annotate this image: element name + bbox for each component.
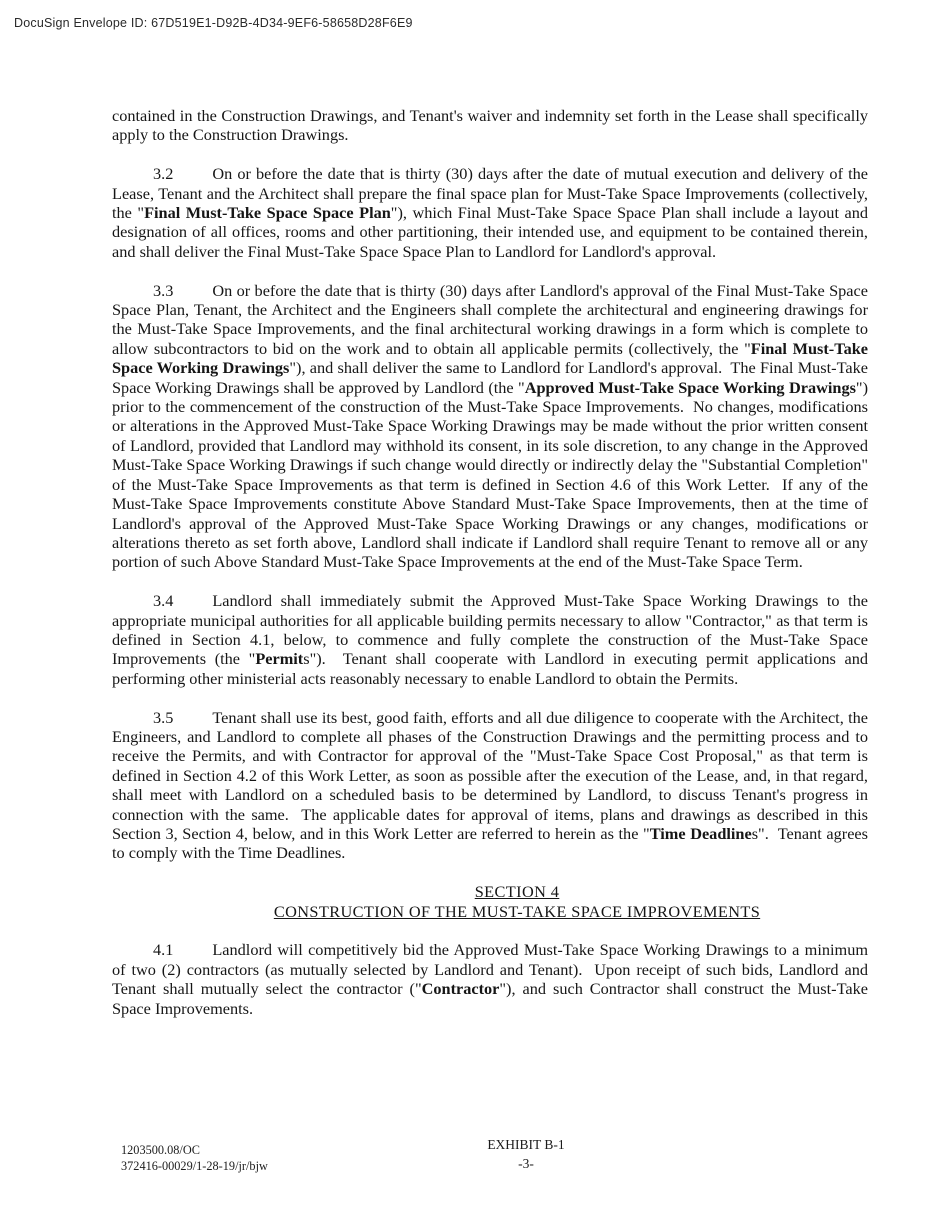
defined-term: Final Must-Take Space Working Drawings [112, 338, 868, 378]
text-run: 3.5 [153, 707, 174, 727]
text-run: contained in the Construction Drawings, and Tenant's waiver and indemnity set forth in the Lease shall specifically apply to the Construction Drawings. [112, 106, 868, 145]
footer-exhibit-block [59, 1136, 934, 1173]
document-content [112, 106, 868, 1018]
text-run: 3.2 [153, 164, 174, 184]
docusign-envelope-id: DocuSign Envelope ID: 67D519E1-D92B-4D34-9EF6-58658D28F6E9 [14, 16, 413, 30]
text-run: Tenant shall use its best, good faith, efforts and all due diligence to cooperate with the Architect, the Engineers, and Landlord to complete all phases of the Construction Drawings and the permitting process and to receive the Permits, and with Contractor for approval of the "Must-Take Space Cost Proposal," as that term is defined in Section 4.2 of this Work Letter, as soon as possible after the execution of the Lease, and, in that regard, shall meet with Landlord on a scheduled basis to be determined by Landlord, to discuss Tenant's progress in connection with the same. The applicable dates for approval of items, plans and drawings as described in this Section 3, Section 4, below, and in this Work Letter are referred to herein as the " [112, 707, 868, 843]
text-run: 4.1 [153, 940, 174, 960]
defined-term: Time Deadline [649, 823, 752, 843]
section-4-heading-subtitle: CONSTRUCTION OF THE MUST-TAKE SPACE IMPROVEMENTS [273, 901, 761, 921]
text-run: Landlord will competitively bid the Approved Must-Take Space Working Drawings to a minimum of two (2) contractors (as mutually selected by Landlord and Tenant). Upon receipt of such bids, Landlord and Tenant shall mutually select the contractor (" [112, 940, 868, 999]
paragraph-4-1 [112, 940, 868, 1018]
defined-term: Approved Must-Take Space Working Drawings [524, 377, 856, 397]
section-4-heading-title: SECTION 4 [474, 882, 560, 902]
text-run: s"). Tenant shall cooperate with Landlord in executing permit applications and performing other ministerial acts reasonably necessary to enable Landlord to obtain the Permits. [112, 649, 868, 688]
section-4-heading [139, 882, 895, 921]
footer-file-number: 1203500.08/OC [121, 1143, 200, 1157]
text-run: "), which Final Must-Take Space Space Plan shall include a layout and designation of all offices, rooms and other partitioning, their intended use, and equipment to be contained therein, and shall deliver the Final Must-Take Space Space Plan to Landlord for Landlord's approval. [112, 203, 869, 261]
text-run: "), and shall deliver the same to Landlord for Landlord's approval. The Final Must-Take Space Working Drawings shall be approved by Landlord (the " [112, 358, 868, 397]
paragraph-3-2 [112, 164, 868, 261]
footer-page-number: -3- [518, 1155, 534, 1171]
text-run: "), and such Contractor shall construct the Must-Take Space Improvements. [112, 979, 868, 1018]
paragraph-3-5 [112, 708, 868, 863]
text-run: On or before the date that is thirty (30) days after Landlord's approval of the Final Must-Take Space Space Plan, Tenant, the Architect and the Engineers shall complete the architectural and engineering drawings for the Must-Take Space Improvements, and the final architectural working drawings in a form which is complete to allow subcontractors to bid on the work and to obtain all applicable permits (collectively, the " [112, 280, 868, 358]
text-run: Landlord shall immediately submit the Approved Must-Take Space Working Drawings to the appropriate municipal authorities for all applicable building permits necessary to allow "Contractor," as that term is defined in Section 4.1, below, to commence and fully complete the construction of the Must-Take Space Improvements (the " [112, 591, 868, 669]
paragraph-3-3 [112, 281, 868, 572]
defined-term: Final Must-Take Space Space Plan [144, 203, 391, 223]
text-run: ") prior to the commencement of the construction of the Must-Take Space Improvements. No changes, modifications or alterations in the Approved Must-Take Space Working Drawings may be made without the prior written consent of Landlord, provided that Landlord may withhold its consent, in its sole discretion, to any change in the Approved Must-Take Space Working Drawings if such change would directly or indirectly delay the "Substantial Completion" of the Must-Take Space Improvements as that term is defined in Section 4.6 of this Work Letter. If any of the Must-Take Space Improvements constitute Above Standard Must-Take Space Improvements, then at the time of Landlord's approval of the Approved Must-Take Space Working Drawings or any changes, modifications or alterations thereto as set forth above, Landlord shall indicate if Landlord shall require Tenant to remove all or any portion of such Above Standard Must-Take Space Improvements at the end of the Must-Take Space Term. [112, 377, 868, 572]
text-run: 3.3 [153, 280, 174, 300]
defined-term: Permit [255, 649, 304, 669]
defined-term: Contractor [421, 979, 500, 999]
paragraph-3-4 [112, 591, 868, 688]
footer-exhibit-label: EXHIBIT B-1 [487, 1137, 565, 1152]
footer-matter-number: 372416-00029/1-28-19/jr/bjw [121, 1158, 268, 1173]
text-run: s". Tenant agrees to comply with the Time Deadlines. [112, 823, 868, 863]
paragraph-intro-continuation [112, 106, 868, 145]
text-run: On or before the date that is thirty (30) days after the date of mutual execution and delivery of the Lease, Tenant and the Architect shall prepare the final space plan for Must-Take Space Improvements (collectively, the " [112, 164, 868, 223]
text-run: 3.4 [153, 591, 174, 611]
